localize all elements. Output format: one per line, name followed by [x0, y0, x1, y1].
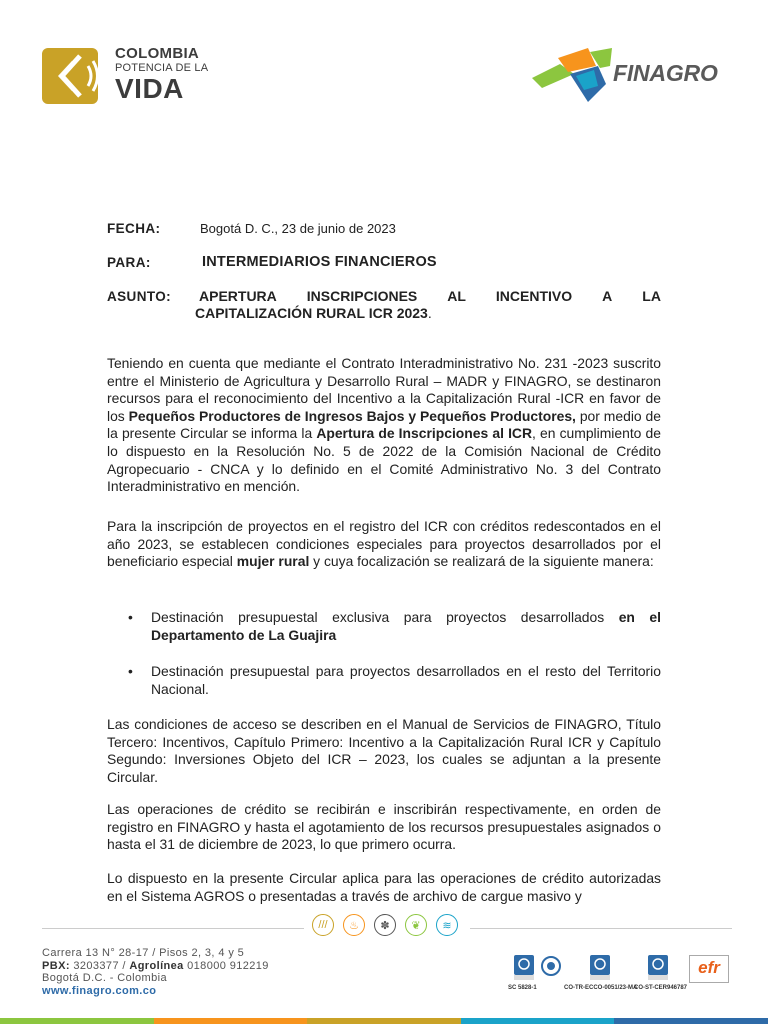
footer-divider-right	[470, 928, 732, 929]
cert-label-2: CO-TR-ECCO-0051/23-MA	[564, 985, 638, 991]
address-line: Carrera 13 N° 28-17 / Pisos 2, 3, 4 y 5	[42, 947, 245, 959]
footer-color-bar	[0, 1018, 768, 1024]
agrolinea-label: Agrolínea	[129, 959, 184, 972]
paragraph-5: Lo dispuesto en la presente Circular aplica para las operaciones de crédito autorizadas en el Sistema AGROS o presentadas a través de archivo de cargue masivo y	[107, 870, 661, 904]
seal-icon: ✽	[374, 914, 396, 936]
efr-cert-logo: efr	[689, 955, 729, 983]
asunto-word: LA	[642, 288, 661, 304]
asunto-value	[107, 288, 661, 322]
asunto-line2-text: CAPITALIZACIÓN RURAL ICR 2023	[195, 305, 428, 321]
footer-divider-left	[42, 928, 304, 929]
cert-label-3: CO-ST-CER946787	[634, 985, 688, 991]
asunto-word: INCENTIVO	[495, 288, 573, 304]
iqnet-cert-icon	[540, 955, 562, 986]
asunto-label: ASUNTO:	[107, 289, 172, 304]
para-value: INTERMEDIARIOS FINANCIEROS	[202, 254, 437, 270]
asunto-line2	[107, 305, 661, 322]
asunto-word: APERTURA	[199, 288, 277, 304]
fecha-value: Bogotá D. C., 23 de junio de 2023	[200, 221, 396, 236]
icontec-cert-3-icon	[648, 955, 668, 986]
p2-text-a: Para la inscripción de proyectos en el registro del ICR con créditos redescontados en el año 2023, se establecen condiciones especiales para proyectos desarrollados por el beneficiario especial	[107, 518, 661, 570]
fecha-label: FECHA:	[107, 221, 161, 236]
p2-text-c: y cuya focalización se realizará de la siguiente manera:	[309, 553, 654, 570]
cert-label-1: SC 5828-1	[508, 985, 537, 991]
asunto-word: A	[602, 288, 613, 304]
bullet-item-1	[128, 609, 661, 644]
paragraph-3: Las condiciones de acceso se describen en el Manual de Servicios de FINAGRO, Título Tercero: Incentivos, Capítulo Primero: Incentivo a la Capitalización Rural ICR y Capítulo Segundo: Inversiones Objeto del ICR – 2023, los cuales se adjuntan a la presente Circular.	[107, 716, 661, 785]
asunto-line1	[107, 288, 661, 305]
para-label: PARA:	[107, 255, 151, 270]
footer-icon-row	[312, 914, 462, 940]
asunto-word: AL	[447, 288, 466, 304]
bullet2-text: Destinación presupuestal para proyectos desarrollados en el resto del Territorio Nacional.	[151, 663, 661, 697]
p1-bold-apertura: Apertura de Inscripciones al ICR	[316, 425, 532, 442]
asunto-word: INSCRIPCIONES	[306, 288, 418, 304]
p1-text-c: por medio de la presente Circular se informa la	[107, 407, 661, 442]
bullet-item-2	[128, 663, 661, 698]
flame-icon: ♨	[343, 914, 365, 936]
agrolinea-value: 018000 912219	[183, 959, 269, 972]
paragraph-2	[107, 518, 661, 571]
bullet-dot: •	[128, 663, 133, 679]
p2-bold-mujer-rural: mujer rural	[236, 553, 310, 570]
water-icon: ≋	[436, 914, 458, 936]
leaf-icon: ❦	[405, 914, 427, 936]
bar-segment	[614, 1018, 768, 1024]
colombia-logo-line3: VIDA	[115, 73, 184, 104]
colombia-emblem-icon	[40, 44, 112, 108]
finagro-logo	[530, 44, 735, 108]
bar-segment	[154, 1018, 308, 1024]
bar-segment	[307, 1018, 461, 1024]
colombia-potencia-logo	[40, 44, 210, 108]
p1-bold-beneficiaries: Pequeños Productores de Ingresos Bajos y Pequeños Productores,	[128, 407, 576, 424]
icontec-cert-2-icon	[590, 955, 610, 986]
bar-segment	[461, 1018, 615, 1024]
colombia-logo-line2: POTENCIA DE LA	[115, 62, 209, 74]
p1-text-e: , en cumplimiento de lo dispuesto en la Resolución No. 5 de 2022 de la Comisión Nacional de Crédito Agropecuario - CNCA y lo definido en el Comité Administrativo No. 3 del Contrato Interadministrativo en mención.	[107, 425, 661, 495]
bar-segment	[0, 1018, 154, 1024]
footer-address	[42, 947, 269, 997]
coffee-stripes-icon: ///	[312, 914, 334, 936]
asunto-period: .	[427, 305, 432, 321]
bullet-dot: •	[128, 609, 133, 625]
finagro-wordmark: FINAGRO	[613, 60, 718, 86]
paragraph-4: Las operaciones de crédito se recibirán e inscribirán respectivamente, en orden de registro en FINAGRO y hasta el agotamiento de los recursos presupuestales asignados o hasta el 31 de diciembre de 2023, lo que primero ocurra.	[107, 801, 661, 853]
website-link[interactable]: www.finagro.com.co	[42, 984, 157, 997]
bullet1-bold: en el Departamento de La Guajira	[151, 609, 662, 643]
icontec-cert-1-icon	[514, 955, 534, 986]
colombia-logo-line1: COLOMBIA	[115, 45, 200, 62]
finagro-emblem-icon	[530, 44, 615, 108]
phone-line	[42, 960, 269, 973]
pbx-value: 3203377 /	[69, 959, 130, 972]
city-line: Bogotá D.C. - Colombia	[42, 972, 167, 984]
p1-text-a: Teniendo en cuenta que mediante el Contrato Interadministrativo No. 231 -2023 suscrito entre el Ministerio de Agricultura y Desarrollo Rural – MADR y FINAGRO, se destinaron recursos para el reconocimiento del Incentivo a la Capitalización Rural -ICR en favor de los	[107, 355, 661, 424]
certification-logos	[508, 955, 733, 1000]
paragraph-1	[107, 355, 661, 496]
pbx-label: PBX:	[42, 959, 70, 972]
bullet1-text: Destinación presupuestal exclusiva para proyectos desarrollados	[151, 609, 619, 625]
